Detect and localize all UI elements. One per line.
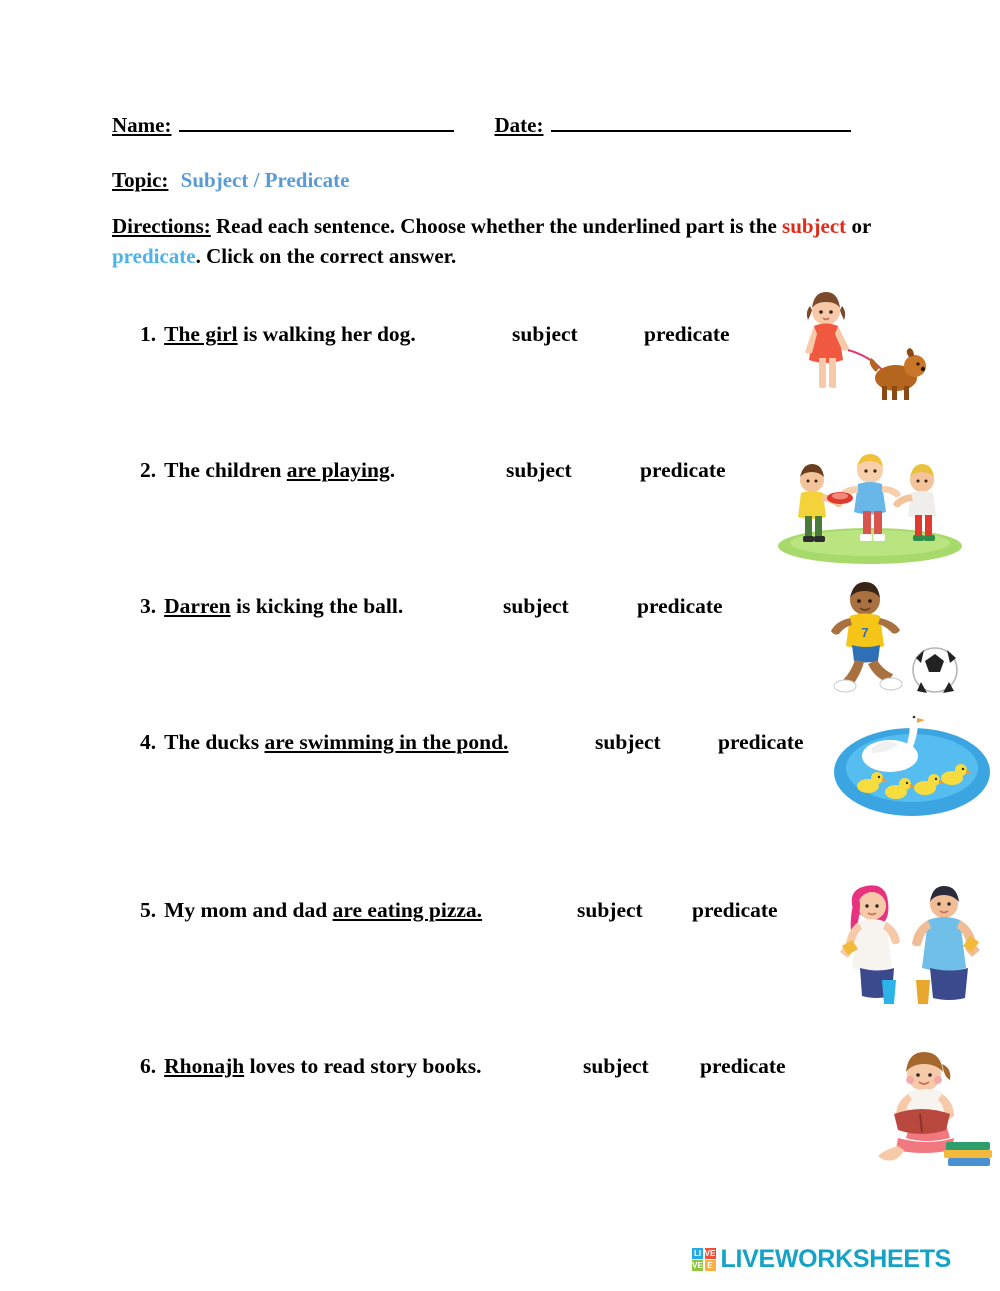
logo-cell-ve2: VE <box>692 1261 703 1271</box>
liveworksheets-logo[interactable] <box>692 1245 951 1274</box>
question-3-sentence <box>140 594 403 619</box>
question-3-option-predicate[interactable]: predicate <box>637 594 723 618</box>
question-3-image <box>795 574 975 699</box>
question-1-image <box>770 286 930 416</box>
question-5-image <box>820 876 1000 1011</box>
question-4-sentence <box>140 730 508 755</box>
question-2-text-before: The children <box>164 458 287 482</box>
question-1 <box>140 316 970 452</box>
directions-block <box>112 212 902 272</box>
question-5-underlined: are eating pizza. <box>332 898 483 922</box>
question-1-underlined: The girl <box>164 322 238 346</box>
question-1-option-predicate[interactable]: predicate <box>644 322 730 346</box>
question-4-text-before: The ducks <box>164 730 265 754</box>
question-6-text-after: loves to read story books. <box>244 1054 482 1078</box>
question-5-text-before: My mom and dad <box>164 898 333 922</box>
question-2-option-subject[interactable]: subject <box>506 458 572 482</box>
question-1-text-after: is walking her dog. <box>237 322 416 346</box>
question-5-number: 5. <box>140 898 157 922</box>
question-3-option-subject[interactable]: subject <box>503 594 569 618</box>
question-2-text-after: . <box>389 458 396 482</box>
date-label: Date: <box>494 113 544 137</box>
logo-cell-e: E <box>705 1260 716 1271</box>
directions-predicate-word: predicate <box>112 243 196 268</box>
name-label: Name: <box>112 113 172 137</box>
question-4-option-subject[interactable]: subject <box>595 730 661 754</box>
name-input-line[interactable] <box>179 130 454 132</box>
date-input-line[interactable] <box>551 130 851 132</box>
logo-cell-li: LI <box>693 1248 702 1258</box>
question-3-underlined: Darren <box>164 594 231 618</box>
question-2-sentence <box>140 458 395 483</box>
question-4-number: 4. <box>140 730 157 754</box>
question-2-underlined: are playing <box>286 458 390 482</box>
topic-row <box>112 168 349 193</box>
topic-label: Topic: <box>112 168 169 192</box>
directions-subject-word: subject <box>782 214 847 238</box>
question-1-option-subject[interactable]: subject <box>512 322 578 346</box>
directions-text-part2: . Click on the correct answer. <box>195 243 457 268</box>
question-6-sentence <box>140 1054 482 1079</box>
question-5 <box>140 892 970 1028</box>
question-4-image <box>830 708 995 828</box>
question-1-sentence <box>140 322 416 347</box>
topic-value: Subject / Predicate <box>180 168 350 192</box>
question-2-image <box>770 446 970 566</box>
name-date-row <box>112 113 902 138</box>
liveworksheets-logo-text: LIVEWORKSHEETS <box>720 1245 952 1273</box>
question-2-number: 2. <box>140 458 157 482</box>
liveworksheets-logo-icon <box>692 1248 716 1272</box>
question-4 <box>140 724 970 860</box>
question-3-text-after: is kicking the ball. <box>230 594 404 618</box>
question-6 <box>140 1048 970 1184</box>
question-6-number: 6. <box>140 1054 157 1078</box>
question-6-image <box>820 1040 1000 1170</box>
question-6-underlined: Rhonajh <box>164 1054 245 1078</box>
question-3-number: 3. <box>140 594 157 618</box>
directions-label: Directions: <box>112 214 211 238</box>
question-2-option-predicate[interactable]: predicate <box>640 458 726 482</box>
question-4-underlined: are swimming in the pond. <box>264 730 509 754</box>
logo-cell-ve: VE <box>704 1248 716 1258</box>
question-5-option-predicate[interactable]: predicate <box>692 898 778 922</box>
question-6-option-predicate[interactable]: predicate <box>700 1054 786 1078</box>
question-5-sentence <box>140 898 482 923</box>
question-1-number: 1. <box>140 322 157 346</box>
question-3 <box>140 588 970 724</box>
question-5-option-subject[interactable]: subject <box>577 898 643 922</box>
question-2 <box>140 452 970 588</box>
question-6-option-subject[interactable]: subject <box>583 1054 649 1078</box>
directions-text-part1: Read each sentence. Choose whether the underlined part is the <box>210 214 783 238</box>
directions-or: or <box>846 214 871 238</box>
question-4-option-predicate[interactable]: predicate <box>718 730 804 754</box>
svg-text:7: 7 <box>861 625 869 640</box>
